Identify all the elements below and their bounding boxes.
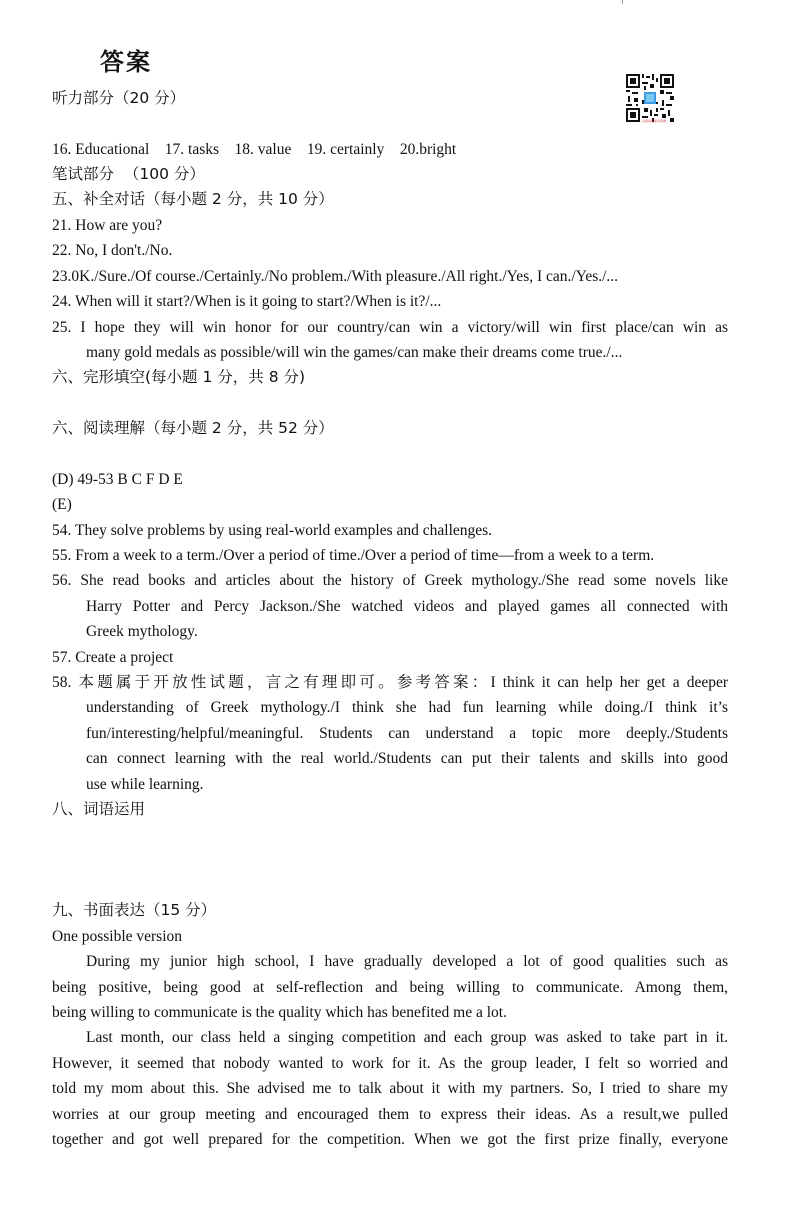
essay-p2-line-1: Last month, our class held a singing competition and each group was asked to take part in it. [86,1029,728,1046]
essay-p2-line-2: However, it seemed that nobody wanted to work for it. As the group leader, I felt so worried and [52,1055,728,1072]
answer-item: 18. value [234,141,292,158]
written-heading: 笔试部分 （100 分） [52,165,205,183]
answer-item: 19. certainly [306,141,385,158]
answer-54: 54. They solve problems by using real-world examples and challenges. [52,522,493,539]
answer-item: 17. tasks [164,141,220,158]
answer-58-line-1: 58. 本题属于开放性试题，言之有理即可。参考答案：I think it can help her get a deeper [52,674,728,691]
answer-item: 16. Educational [52,141,150,158]
answer-25-line-1: 25. I hope they will win honor for our country/can win a victory/will win first place/can win as [52,319,728,336]
essay-p1-line-2: being positive, being good at self-reflection and being willing to communicate. Among them, [52,979,728,996]
answer-23: 23.0K./Sure./Of course./Certainly./No problem./With pleasure./All right./Yes, I can./Yes./... [52,268,619,285]
answer-58-line-5: use while learning. [86,776,204,793]
listening-heading: 听力部分（20 分） [52,89,186,107]
listening-row-2 [52,137,728,162]
qr-caption: 扫码查看更多资源 [641,119,666,123]
answer-58-line-2: understanding of Greek mythology./I think she had fun learning while doing./I think it’s [86,699,728,716]
answer-57: 57. Create a project [52,649,174,666]
answer-56-line-1: 56. She read books and articles about the history of Greek mythology./She read some novels like [52,572,728,589]
reading-answers-row-2: (D) 49-53 B C F D E [52,471,183,488]
essay-p1-line-1: During my junior high school, I have gradually developed a lot of good qualities such as [86,953,728,970]
essay-p2-line-5: together and got well prepared for the competition. When we got the first prize finally, everyone [52,1131,728,1148]
essay-p2-line-4: worries at our group meeting and encouraged them to express their ideas. As a result,we pulled [52,1106,728,1123]
answer-56-line-2: Harry Potter and Percy Jackson./She watched videos and played games all connected with [86,598,728,615]
section-9-heading: 九、书面表达（15 分） [52,901,217,919]
answer-56-line-3: Greek mythology. [86,623,198,640]
section-6-cloze-heading: 六、完形填空(每小题 1 分，共 8 分) [52,368,306,386]
answer-item: 20.bright [399,141,457,158]
answer-22: 22. No, I don't./No. [52,242,173,259]
answer-21: 21. How are you? [52,217,163,234]
essay-p1-line-3: being willing to communicate is the quality which has benefited me a lot. [52,1004,507,1021]
answer-58-line-4: can connect learning with the real world./Students can put their talents and skills into good [86,750,728,767]
answer-24: 24. When will it start?/When is it going to start?/When is it?/... [52,293,442,310]
section-8-heading: 八、词语运用 [52,800,146,818]
section-5-heading: 五、补全对话（每小题 2 分，共 10 分） [52,190,334,208]
answer-25-line-2: many gold medals as possible/will win the games/can make their dreams come true./... [86,344,623,361]
reading-e-label: (E) [52,496,72,513]
section-6-reading-heading: 六、阅读理解（每小题 2 分，共 52 分） [52,419,334,437]
essay-intro: One possible version [52,928,183,945]
answer-55: 55. From a week to a term./Over a period of time./Over a period of time—from a week to a term. [52,547,655,564]
essay-p2-line-3: told my mom about this. She advised me to talk about it with my partners. So, I tried to share my [52,1080,728,1097]
page-title: 答案 [100,48,152,76]
answer-58-line-3: fun/interesting/helpful/meaningful. Students can understand a topic more deeply./Students [86,725,728,742]
scan-mark [622,0,623,4]
